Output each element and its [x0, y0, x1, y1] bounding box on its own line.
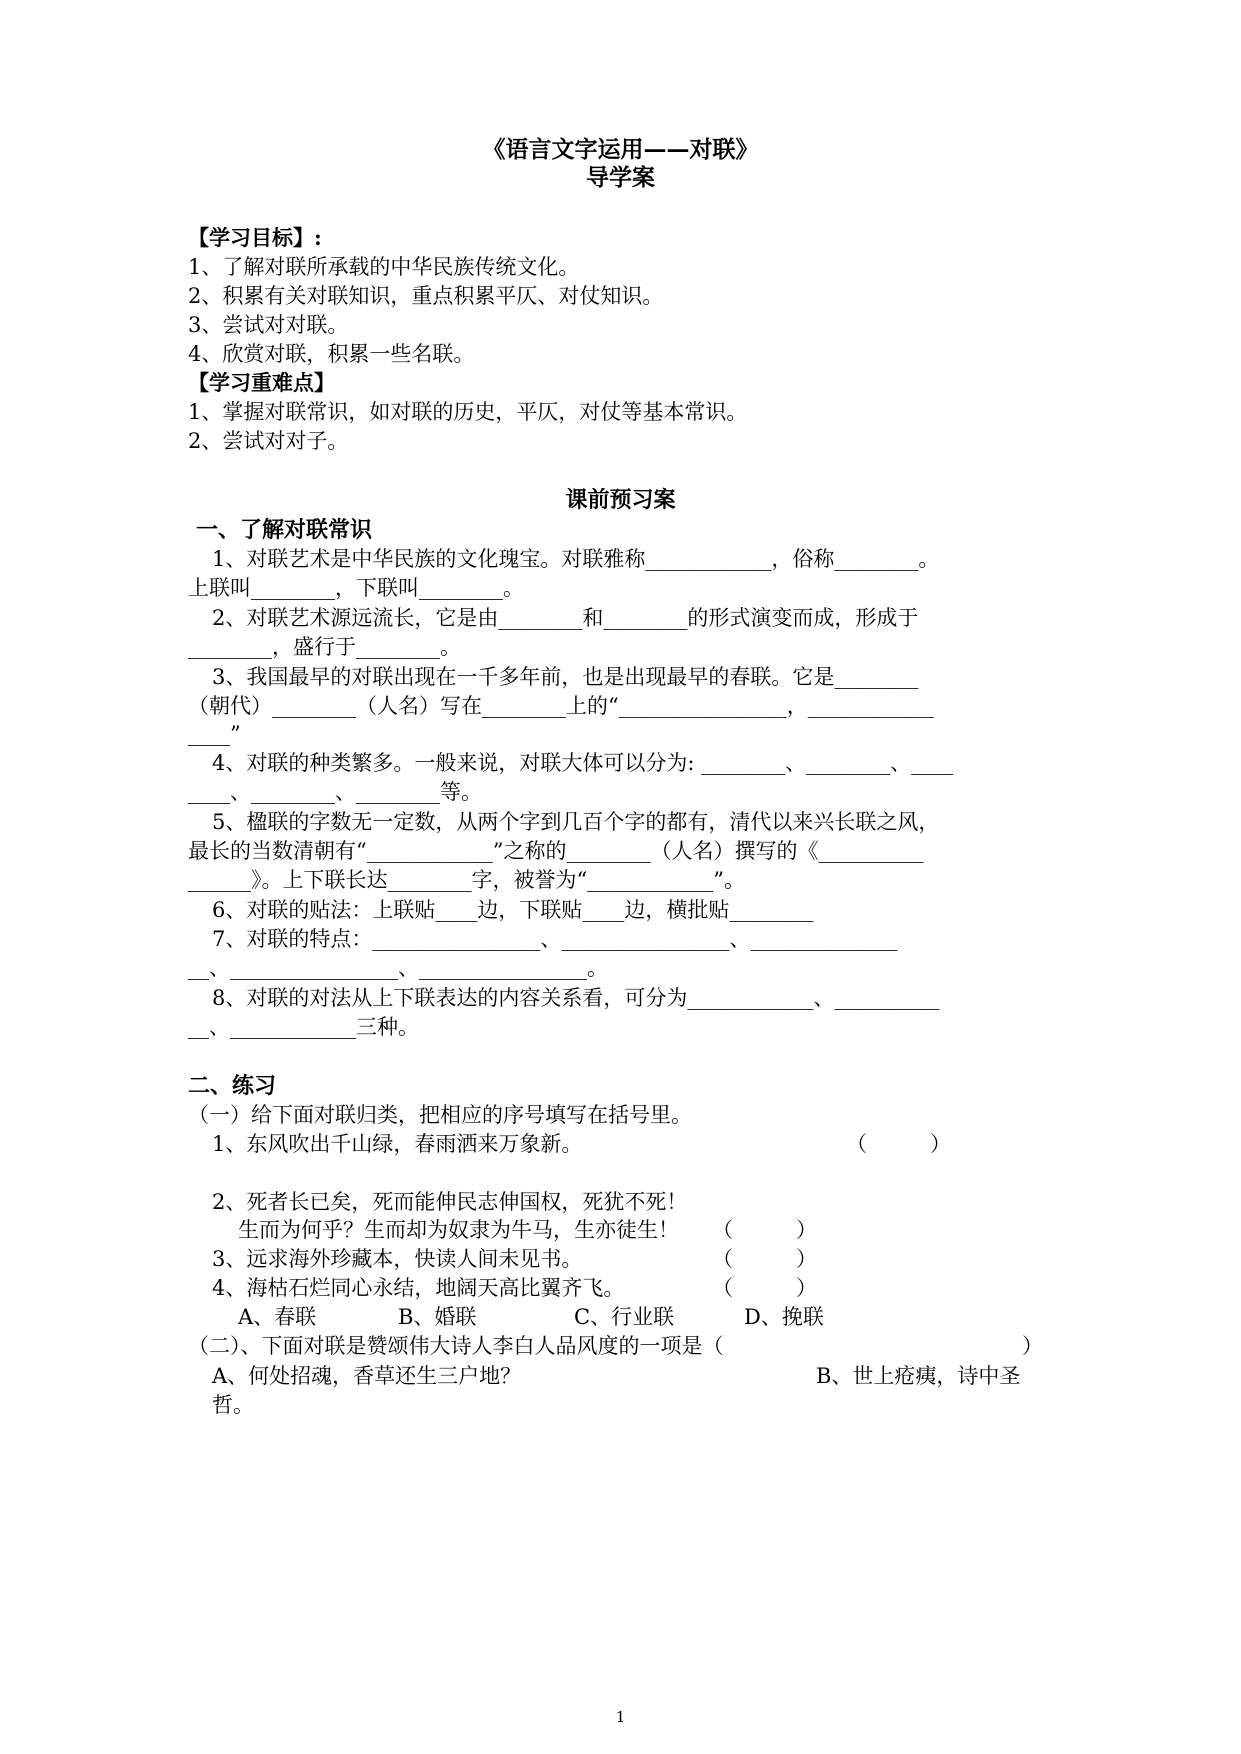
option-b-continued: 哲。 — [212, 1393, 254, 1417]
objectives-heading: 【学习目标】: — [188, 225, 322, 250]
option-c: C、行业联 — [574, 1305, 675, 1329]
preview-heading: 课前预习案 — [565, 487, 676, 513]
fill-blank-line: ________，盛行于________。 — [188, 635, 461, 659]
option-a: A、何处招魂，香草还生三户地？ — [212, 1364, 522, 1388]
objective-item: 3、尝试对对联。 — [188, 313, 349, 337]
fill-blank-line: 最长的当数清朝有“____________”之称的________（人名）撰写的《__________ — [188, 839, 924, 863]
fill-blank-line: __、____________三种。 — [188, 1015, 419, 1039]
fill-blank-line: 8、对联的对法从上下联表达的内容关系看，可分为____________、__________ — [212, 986, 940, 1010]
answer-parentheses: （ ） — [712, 1247, 817, 1271]
fill-blank-line: ____” — [188, 722, 241, 746]
exercise-instruction: （一）给下面对联归类，把相应的序号填写在括号里。 — [188, 1103, 692, 1127]
document-title: 《语言文字运用——对联》 — [482, 136, 759, 163]
fill-blank-line: 6、对联的贴法：上联贴____边，下联贴____边，横批贴________ — [212, 898, 814, 922]
exercise-question: 2、死者长已矣，死而能伸民志伸国权，死犹不死！ — [212, 1190, 688, 1214]
key-point-item: 1、掌握对联常识，如对联的历史，平仄，对仗等基本常识。 — [188, 400, 748, 424]
exercise-question: （二）、下面对联是赞颂伟大诗人李白人品风度的一项是（ — [188, 1334, 724, 1358]
section2-heading: 二、练习 — [188, 1073, 277, 1099]
fill-blank-line: 3、我国最早的对联出现在一千多年前，也是出现最早的春联。它是________ — [212, 665, 919, 689]
option-d: D、挽联 — [744, 1305, 824, 1329]
fill-blank-line: 2、对联艺术源远流长，它是由________和________的形式演变而成，形成于 — [212, 606, 919, 630]
answer-parentheses: （ ） — [846, 1132, 951, 1156]
fill-blank-line: 5、楹联的字数无一定数，从两个字到几百个字的都有，清代以来兴长联之风， — [212, 810, 940, 834]
fill-blank-line: 上联叫________，下联叫________。 — [188, 576, 524, 600]
objective-item: 1、了解对联所承载的中华民族传统文化。 — [188, 255, 580, 279]
answer-paren-close: ） — [1022, 1334, 1043, 1358]
option-a: A、春联 — [238, 1305, 317, 1329]
exercise-question-cont: 生而为何乎？生而却为奴隶为牛马，生亦徒生！ — [238, 1218, 679, 1242]
key-point-item: 2、尝试对对子。 — [188, 429, 349, 453]
fill-blank-line: （朝代）________（人名）写在________上的“________________，____________ — [188, 694, 934, 718]
page-number: 1 — [615, 1708, 626, 1726]
section1-heading: 一、了解对联常识 — [196, 517, 373, 543]
fill-blank-line: ______》。上下联长达________字，被誉为“____________”。 — [188, 868, 745, 892]
key-points-heading: 【学习重难点】 — [188, 370, 335, 395]
exercise-question: 4、海枯石烂同心永结，地阔天高比翼齐飞。 — [212, 1276, 625, 1300]
answer-parentheses: （ ） — [712, 1218, 817, 1242]
fill-blank-line: __、________________、________________。 — [188, 956, 608, 980]
fill-blank-line: 4、对联的种类繁多。一般来说，对联大体可以分为: ________、________、____ — [212, 751, 954, 775]
objective-item: 4、欣赏对联，积累一些名联。 — [188, 342, 475, 366]
option-b: B、婚联 — [398, 1305, 477, 1329]
fill-blank-line: 7、对联的特点：________________、________________、______________ — [212, 927, 898, 951]
exercise-question: 1、东风吹出千山绿，春雨洒来万象新。 — [212, 1132, 583, 1156]
answer-parentheses: （ ） — [712, 1276, 817, 1300]
exercise-question: 3、远求海外珍藏本，快读人间未见书。 — [212, 1247, 583, 1271]
fill-blank-line: ____、________、________等。 — [188, 780, 482, 804]
objective-item: 2、积累有关对联知识，重点积累平仄、对仗知识。 — [188, 284, 664, 308]
option-b: B、世上疮痍，诗中圣 — [816, 1364, 1021, 1388]
fill-blank-line: 1、对联艺术是中华民族的文化瑰宝。对联雅称____________，俗称________。 — [212, 547, 940, 571]
document-subtitle: 导学案 — [586, 164, 655, 191]
